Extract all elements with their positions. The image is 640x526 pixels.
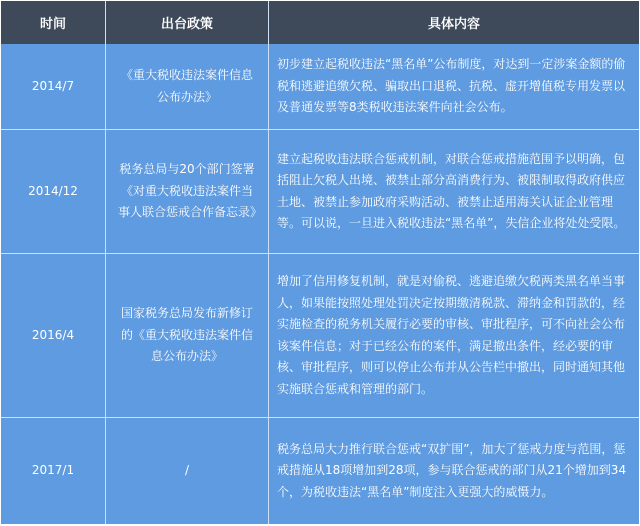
row-divider xyxy=(1,253,639,254)
row-2-content xyxy=(269,130,639,253)
row-1-time: 2014/7 xyxy=(31,78,75,93)
row-4-time: 2017/1 xyxy=(31,463,75,478)
row-1-content xyxy=(269,44,639,129)
row-1-policy: 《重大税收违法案件信息公布办法》 xyxy=(120,68,253,104)
header-content: 具体内容 xyxy=(427,17,480,32)
row-4-content xyxy=(269,418,639,524)
row-3-content xyxy=(269,254,639,417)
row-3-time: 2016/4 xyxy=(31,327,75,342)
row-1-content-text: 初步建立起税收违法“黑名单”公布制度，对达到一定涉案金额的偷税和逃避追缴欠税、骗取出口退税、抗税、虚开增值税专用发票以及普通发票等8类税收违法案件向社会公布。 xyxy=(277,57,626,115)
row-divider xyxy=(1,417,639,418)
column-divider xyxy=(268,1,269,524)
column-divider xyxy=(105,1,106,524)
row-4-policy: / xyxy=(184,463,190,478)
row-3-content-text: 增加了信用修复机制，就是对偷税、逃避追缴欠税两类黑名单当事人，如果能按照处理处罚决定按期缴清税款、滞纳金和罚款的，经实施检查的税务机关履行必要的审核、审批程序，可不向社会公布该案件信息；对于已经公布的案件，满足撤出条件，经必要的审核、审批程序，则可以停止公布并从公告栏中撤出，同时通知其他实施联合惩戒和管理的部门。 xyxy=(277,274,626,396)
header-policy: 出台政策 xyxy=(160,17,213,32)
header-time: 时间 xyxy=(39,17,66,32)
row-divider xyxy=(1,129,639,130)
row-2-content-text: 建立起税收违法联合惩戒机制，对联合惩戒措施范围予以明确，包括阻止欠税人出境、被禁止部分高消费行为、被限制取得政府供应土地、被禁止参加政府采购活动、被禁止适用海关认证企业管理等。可以说，一旦进入税收违法“黑名单”，失信企业将处处受限。 xyxy=(277,151,626,230)
policy-table xyxy=(1,1,639,524)
row-2-policy: 税务总局与20个部门签署《对重大税收违法案件当事人联合惩戒合作备忘录》 xyxy=(118,162,263,220)
row-4-content-text: 税务总局大力推行联合惩戒“双扩围”，加大了惩戒力度与范围，惩戒措施从18项增加到28项，参与联合惩戒的部门从21个增加到34个，为税收违法“黑名单”制度注入更强大的威慑力。 xyxy=(277,441,627,499)
row-3-policy: 国家税务总局发布新修订的《重大税收违法案件信息公布办法》 xyxy=(120,306,253,364)
row-2-time: 2014/12 xyxy=(28,183,78,198)
